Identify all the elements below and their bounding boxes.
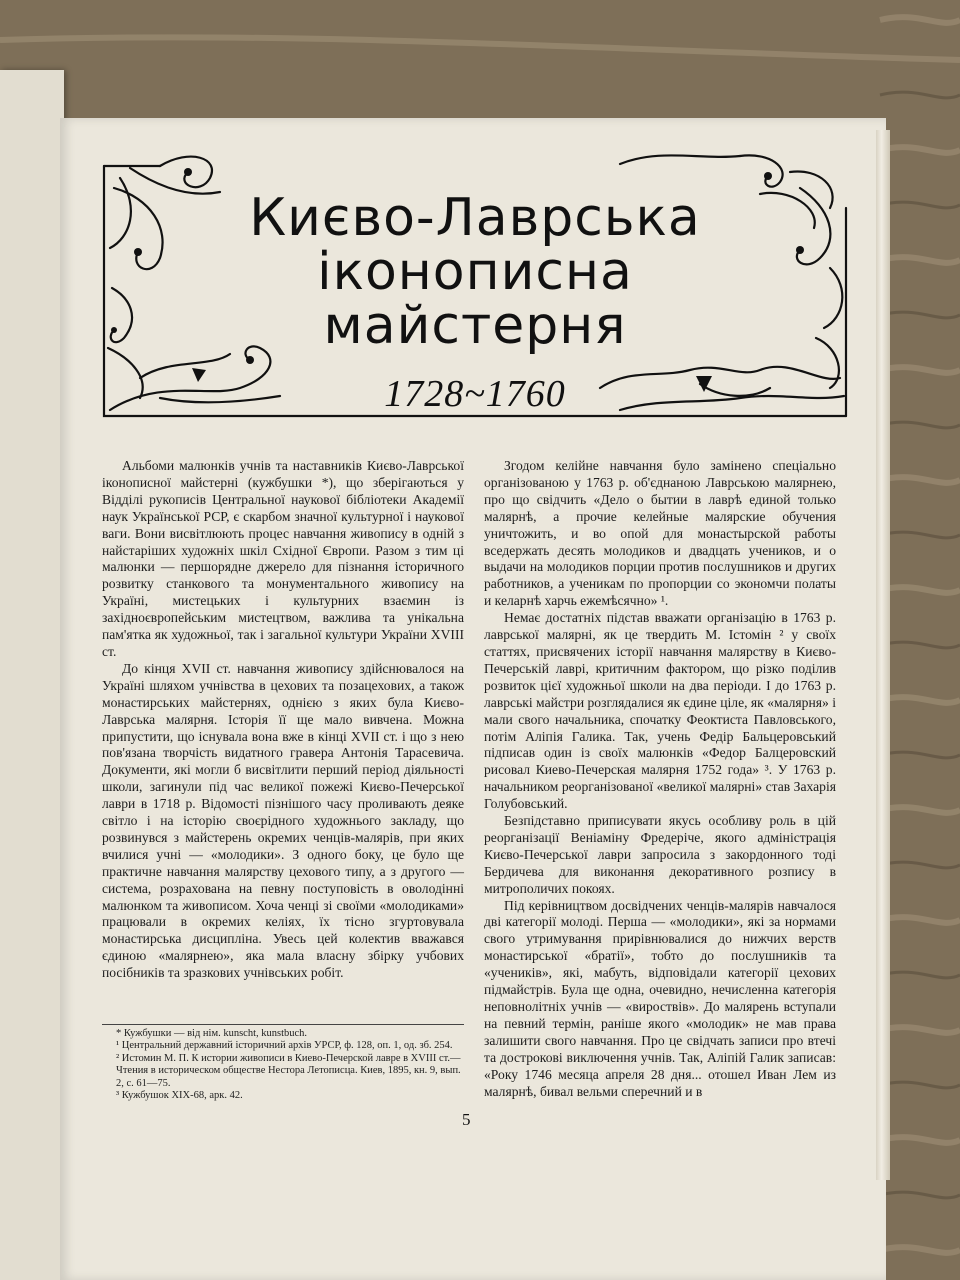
paragraph: Під керівництвом досвідчених ченців-малярів навчалося дві категорії молоді. Перша — «молодики», які за нормами свого утримування прирівнювалися до нижчих верств монастирської «братії», тобто до послушників та «учеників», які, мабуть, відповідали категорії цехових підмайстрів. Була ще одна, очевидно, нечисленна категорія неповнолітніх учнів — «вироствів». До малярень вступали на певний термін, раніше якого «молодик» не мав права залишити свого навчання. Про це свідчать записи про втечі та дострокові виключення учнів. Так, Аліпій Галик записав: «Року 1746 месяца апреля 28 дня... отошел Иван Лем из малярнѣ, бивал вельми сперечний и в <box>484 897 836 1099</box>
page-stack-edge <box>876 130 890 1180</box>
paragraph: Немає достатніх підстав вважати організацію в 1763 р. лаврської малярні, як це твердить М. Істомін ² у своїх статтях, присвячених історії навчання малярству в Києво-Печерській лаврі, критичним фактором, що різко поділив розвиток цієї художньої школи на два періоди. І до 1763 р. лаврські майстри розглядалися як єдине ціле, як «малярня» і мали свого начальника, спочатку Феоктиста Павловського, потім Аліпія Галика. Так, учень Федір Бальцеровський підписав один із своїх малюнків «Федор Балцеровский рисовал Киево-Печерская малярня 1752 года» ³. У 1763 р. начальником реорганізованої «великої малярні» став Захарія Голубовський. <box>484 610 836 812</box>
title-line-2: іконописна <box>317 242 633 302</box>
facing-page-edge <box>0 70 64 1280</box>
left-text-column <box>102 458 464 982</box>
title-dates: 1728~1760 <box>384 373 566 415</box>
paragraph: До кінця XVII ст. навчання живопису здійснювалося на Україні шляхом учнівства в цехових та позацехових, а також монастирських майстернях, однією з яких була Києво-Лаврська малярня. Історія її ще мало вивчена. Можна припустити, що існувала вона вже в кінці XVII ст. і що з нею пов'язана творчість видатного гравера Антонія Тарасевича. Документи, які могли б висвітлити перший період діяльності школи, загинули під час великої пожежі Києво-Печерської лаври в 1718 р. Відомості пізнішого часу проливають деяке світло і на історію своєрідного художнього закладу, що розвинувся з майстерень окремих ченців-малярів, при яких вчилися учні — «молодики». З одного боку, це було ще практичне навчання малярству цехового типу, а з другого — система, розрахована на певну поступовість в оволодінні малюнком та живописом. Хоча ченці зі своїми «молодиками» працювали в окремих келіях, їх тісно згуртовувала монастирська дисципліна. Увесь цей колектив вважався єдиною «малярнею», яка мала власну збірку учбових посібників та зразкових учнівських робіт. <box>102 660 464 981</box>
footnote: ² Истомин М. П. К истории живописи в Киево-Печерской лавре в XVIII ст.— Чтения в историческом обществе Нестора Летописца. Киев, 1895, кн. 9, вып. 2, с. 61—75. <box>116 1052 461 1089</box>
ornamental-title-frame <box>100 148 850 422</box>
paragraph: Альбоми малюнків учнів та наставників Києво-Лаврської іконописної майстерні (кужбушки *), що зберігаються у Відділі рукописів Центральної наукової бібліотеки Академії наук Української РСР, є скарбом значної культурної і наукової ваги. Вони висвітлюють процес навчання живопису в одній з найстаріших художніх шкіл Східної Європи. Разом з тим ці малюнки — першорядне джерело для пізнання історичного розвитку станкового та монументального живопису на Україні, мистецьких і культурних взаємин із західноєвропейським мистецтвом, важлива та унікальна пам'ятка як художньої, так і загальної культури України XVIII ст. <box>102 458 464 659</box>
title-line-3: майстерня <box>323 296 627 356</box>
title-line-1: Києво-Лаврська <box>249 188 701 248</box>
footnote: ³ Кужбушок XIX-68, арк. 42. <box>116 1090 243 1102</box>
footnotes <box>102 1024 464 1102</box>
paragraph: Безпідставно приписувати якусь особливу роль в цій реорганізації Веніаміну Фредеріче, якого адміністрація Києво-Печерської лаври запросила з закордонного тоді Бердичева для виконання декоративного розпису в митрополичих покоях. <box>484 813 836 896</box>
paragraph: Згодом келійне навчання було замінено спеціально організованою у 1763 р. об'єднаною Лаврською малярнею, про що свідчить «Дело о бытии в лаврѣ единой только малярнѣ, а прочие келейные малярские обучения уничтожить, и во опой для монастырской работы вседержать десять молодиков и двадцать учеников, и о выдачи на молодиков порции против послушников и других работников, а ученикам по пропорции со экономчи полаты и келарнѣ харчь ежемѣсячно» ¹. <box>484 458 836 609</box>
footnote: * Кужбушки — від нім. kunscht, kunstbuch. <box>116 1028 308 1039</box>
footnote: ¹ Центральний державний історичний архів УРСР, ф. 128, оп. 1, од. зб. 254. <box>116 1040 453 1052</box>
page-number: 5 <box>462 1110 471 1129</box>
right-text-column <box>484 458 836 1100</box>
